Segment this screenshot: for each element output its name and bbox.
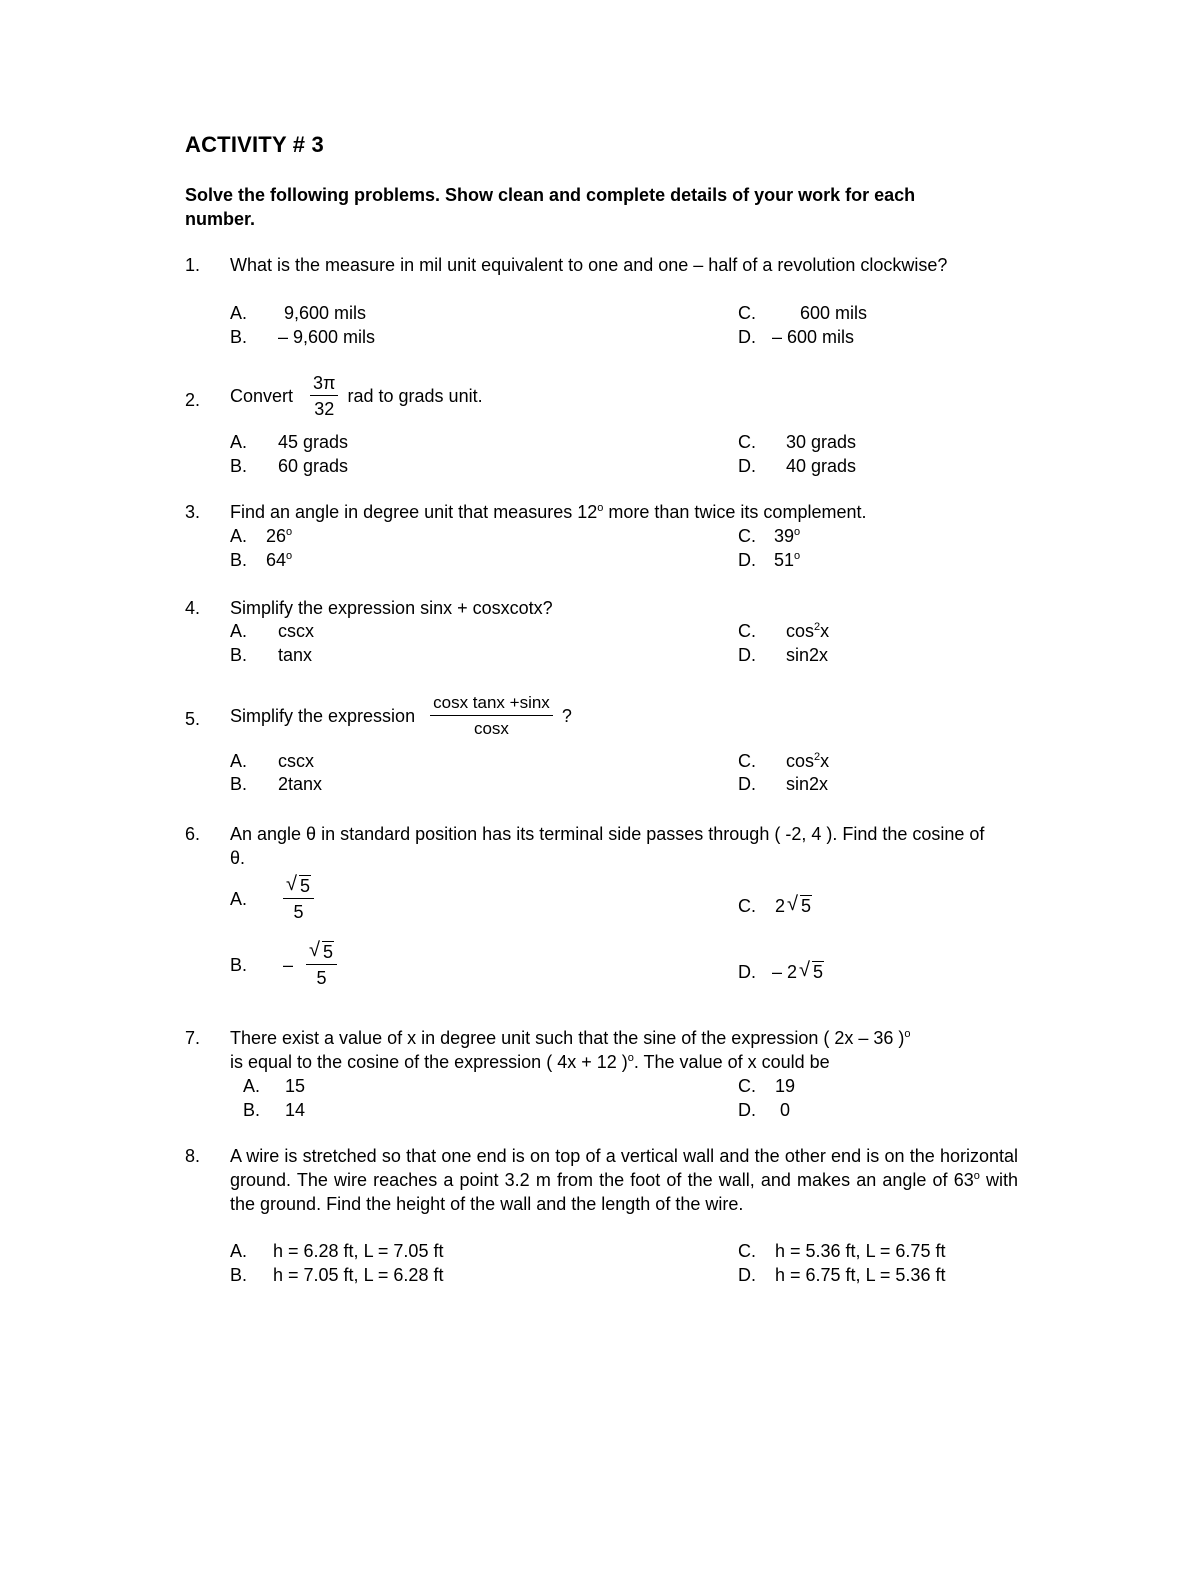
option-b: B. 60 grads	[230, 456, 349, 476]
page-title: ACTIVITY # 3	[185, 132, 324, 157]
question-number: 4.	[185, 598, 201, 618]
question-text: What is the measure in mil unit equivalent to one and one – half of a revolution clockwise?	[230, 255, 948, 275]
question-number: 2.	[185, 390, 201, 410]
option-a: A. 9,600 mils	[230, 303, 367, 323]
question-text: Simplify the expression $\frac{\text{cosx tanx +sinx}}{\cos x}$ ?	[230, 693, 572, 738]
instructions: Solve the following problems. Show clean and complete details of your work for each number.	[185, 185, 916, 229]
question-4	[185, 596, 1035, 620]
option-a: A. √ 5 5	[230, 875, 318, 923]
question-number: 5.	[185, 709, 201, 729]
question-text: Convert $\frac{3\pi}{32}$ rad to grads unit.	[230, 373, 483, 419]
question-number: 7.	[185, 1028, 201, 1048]
option-b: B. tanx	[230, 645, 313, 665]
fraction: √ 5 5	[306, 941, 337, 989]
option-b: B. h = 7.05 ft, L = 6.28 ft	[230, 1265, 444, 1285]
option-d: D. sin2x	[738, 774, 829, 794]
option-d: D. sin2x	[738, 645, 829, 665]
radical: √ 5	[309, 939, 334, 962]
question-text: Simplify the expression sinx + cosxcotx?	[230, 598, 553, 618]
option-c: C. 600 mils	[738, 303, 868, 323]
question-8	[185, 1144, 1035, 1216]
radical: √ 5	[286, 873, 311, 896]
option-b: B. 14	[243, 1100, 306, 1120]
option-a: A. cscx	[230, 751, 314, 771]
option-b: B. – 9,600 mils	[230, 327, 376, 347]
question-text: A wire is stretched so that one end is on top of a vertical wall and the other end is on the horizontal ground. The wire reaches a point 3.2 m from the foot of the wall, and makes an angle of 63$^o$ with the ground. Find the height of the wall and the length of the wire.	[230, 1146, 1019, 1214]
option-c: C. 39$^o$	[738, 526, 801, 546]
fraction: $\frac{3\pi}{32}$	[310, 372, 338, 420]
question-number: 1.	[185, 255, 201, 275]
question-7	[185, 1026, 1035, 1074]
option-c: C. h = 5.36 ft, L = 6.75 ft	[738, 1241, 946, 1261]
question-6	[185, 822, 1035, 870]
option-d: D. – 600 mils	[738, 327, 855, 347]
option-c: C. 19	[738, 1076, 796, 1096]
option-a: A. 45 grads	[230, 432, 349, 452]
option-b: B. 2tanx	[230, 774, 323, 794]
option-d: D. 51$^o$	[738, 550, 801, 570]
option-c: C. $\cos^2x$	[738, 751, 830, 771]
option-a: A. 15	[243, 1076, 306, 1096]
question-number: 3.	[185, 502, 201, 522]
radical: √ 5	[799, 959, 824, 982]
question-text: There exist a value of x in degree unit such that the sine of the expression ( 2x – 36 )$^o$ is equal to the cosine of the expression ( 4x + 12 )$^o$. The value of x could be	[230, 1028, 911, 1072]
option-a: A. cscx	[230, 621, 314, 641]
question-5	[185, 692, 1035, 740]
fraction: $\frac{\text{cosx tanx +sinx}}{\cos x}$	[430, 692, 553, 740]
option-b: B. 64$^o$	[230, 550, 293, 570]
question-number: 8.	[185, 1146, 201, 1166]
option-d: D. h = 6.75 ft, L = 5.36 ft	[738, 1265, 946, 1285]
fraction: √ 5 5	[283, 875, 314, 923]
question-text: An angle θ in standard position has its terminal side passes through ( -2, 4 ). Find the cosine of θ.	[230, 824, 985, 868]
option-c: C. 2 √ 5	[738, 893, 812, 916]
question-2	[185, 372, 1035, 420]
option-a: A. 26$^o$	[230, 526, 293, 546]
option-c: C. $\cos^2x$	[738, 621, 830, 641]
option-d: D. – 2 √ 5	[738, 959, 824, 982]
question-number: 6.	[185, 824, 201, 844]
option-d: D. 0	[738, 1100, 791, 1120]
question-1	[185, 253, 1035, 277]
option-a: A. h = 6.28 ft, L = 7.05 ft	[230, 1241, 444, 1261]
radical: √ 5	[787, 893, 812, 916]
question-text: Find an angle in degree unit that measures 12$^o$ more than twice its complement.	[230, 502, 867, 522]
option-d: D. 40 grads	[738, 456, 857, 476]
question-3	[185, 500, 1035, 524]
option-b: B. – √ 5 5	[230, 941, 341, 989]
option-c: C. 30 grads	[738, 432, 857, 452]
